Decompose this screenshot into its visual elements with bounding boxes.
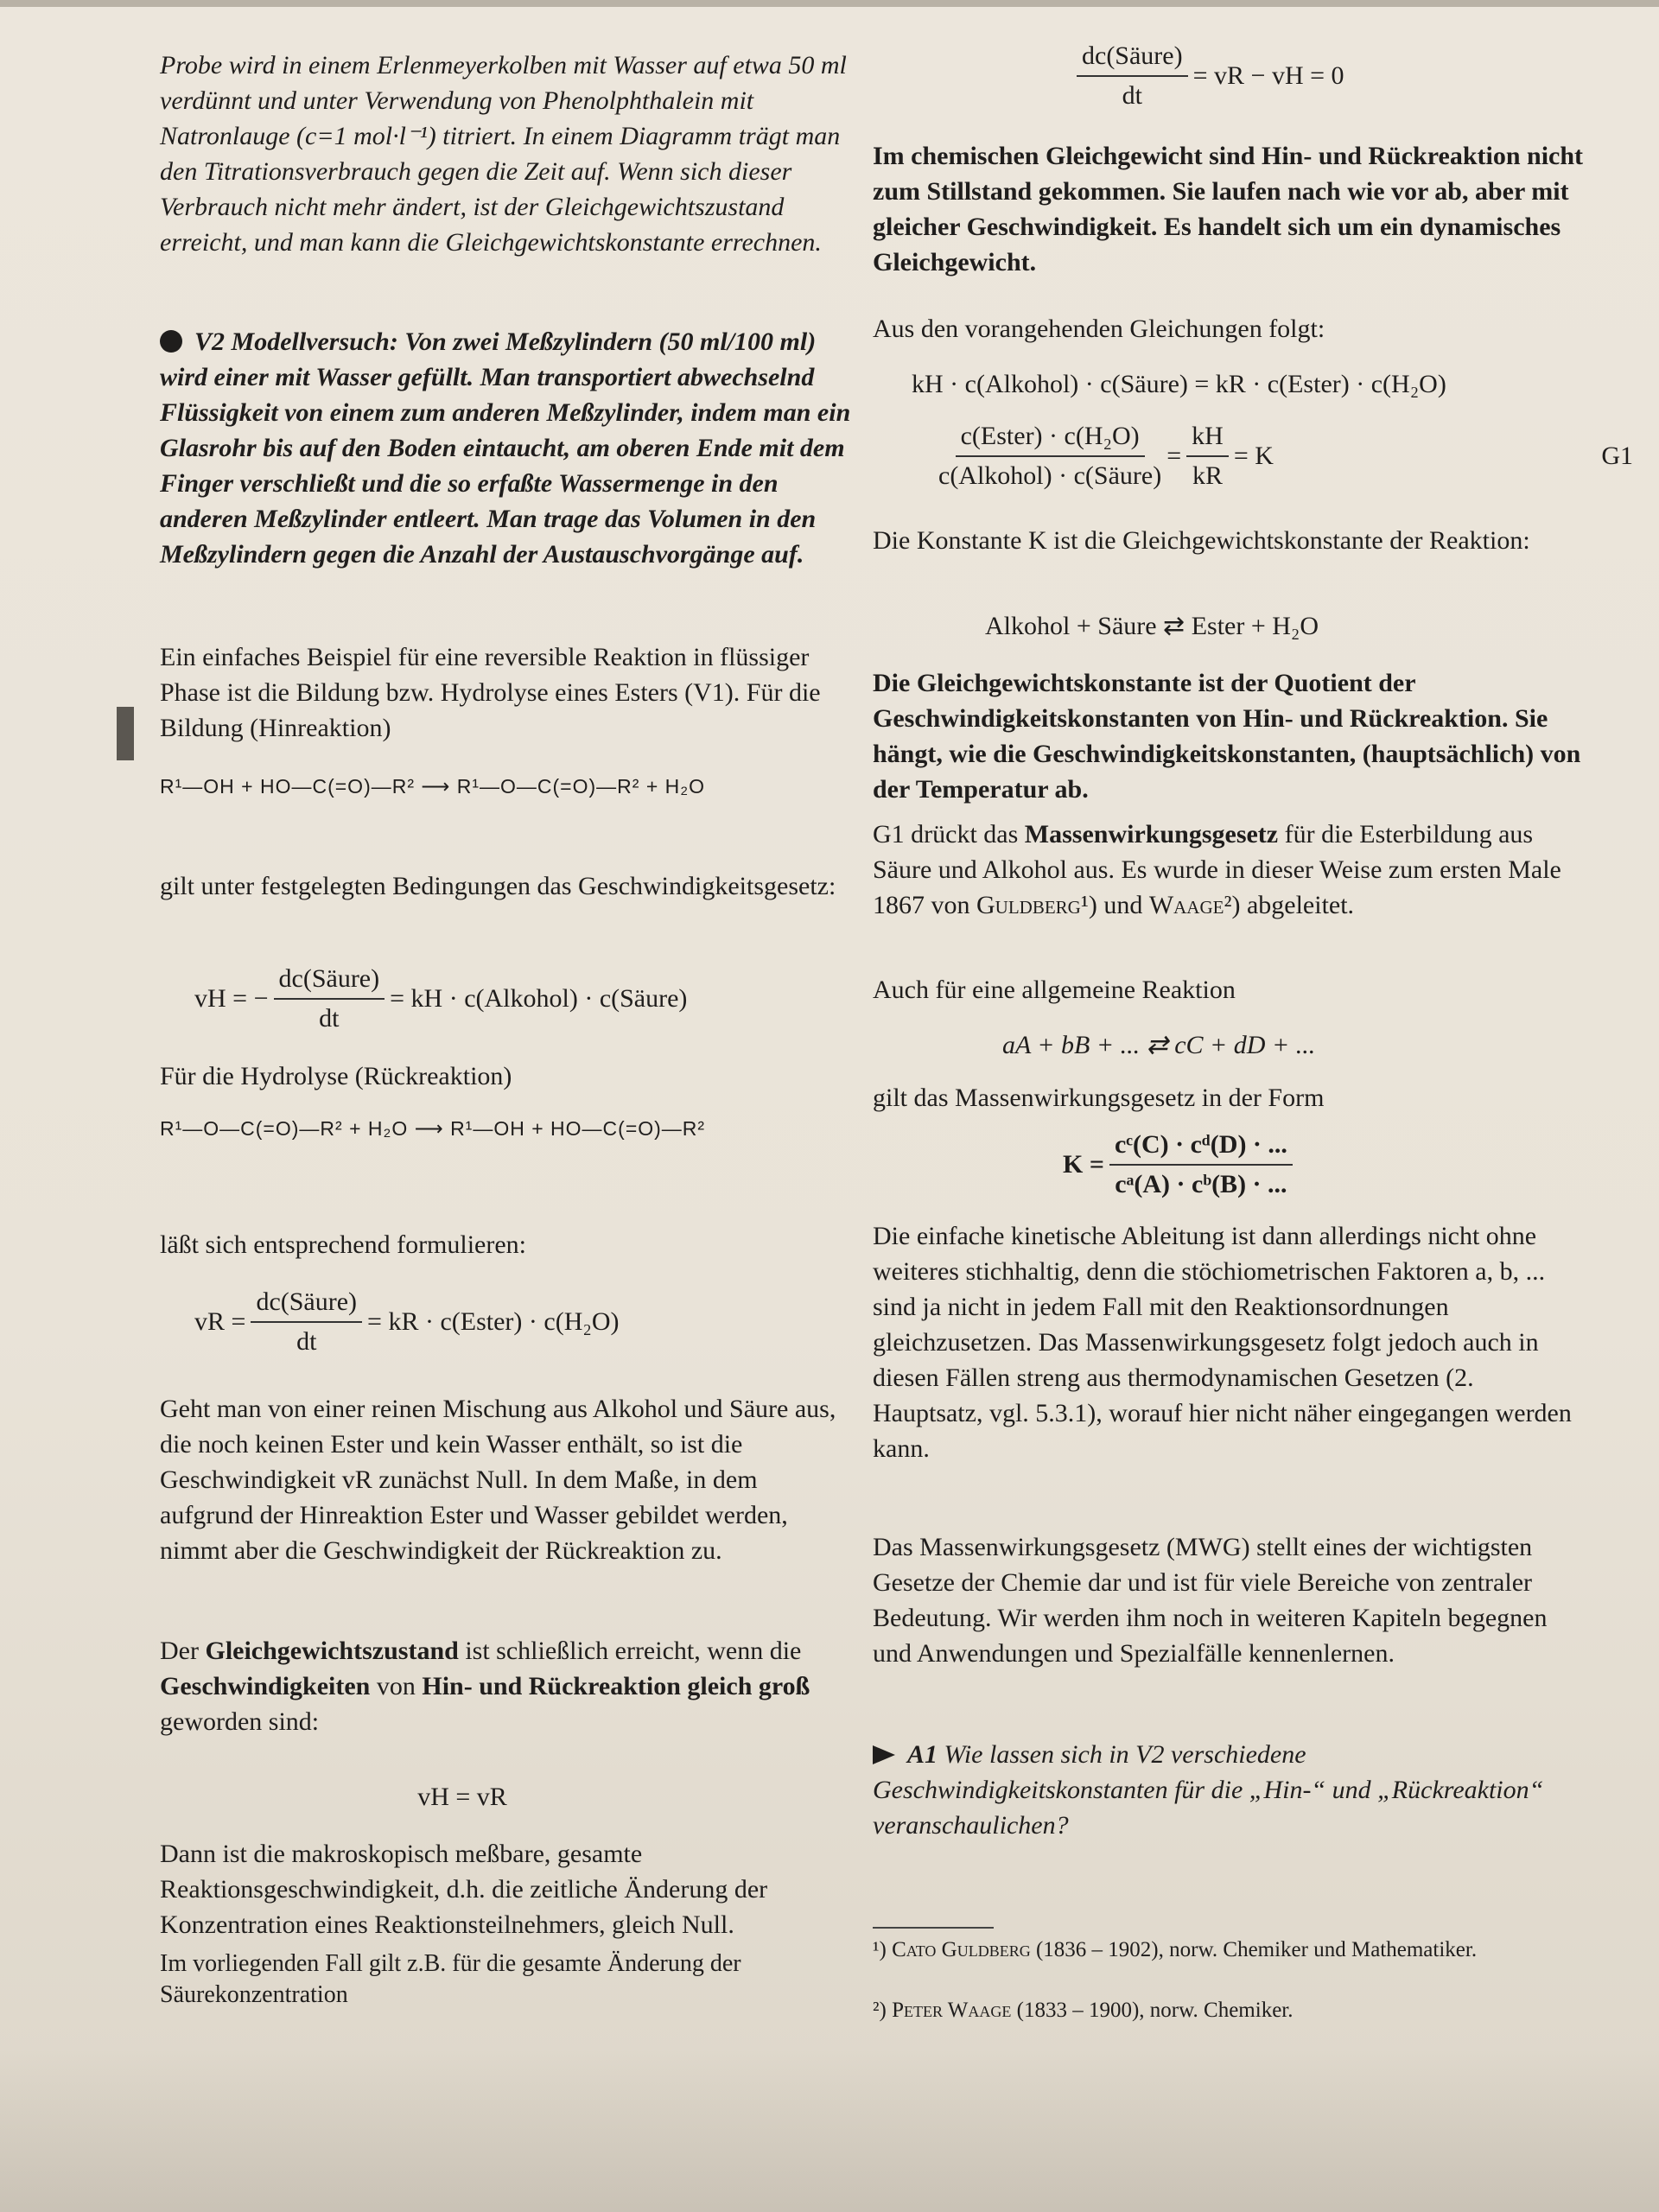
footnote-1-mark: ¹) xyxy=(873,1938,887,1961)
footnote-2 xyxy=(873,1996,1590,2024)
eq-vr-numerator: dc(Säure) xyxy=(251,1285,362,1323)
quotient-bold-paragraph: Die Gleichgewichtskonstante ist der Quotient der Geschwindigkeitskonstanten von Hin- und Rückreaktion. Sie hängt, wie die Geschwindigkeitskonstanten, (hauptsächlich) von der Temperatur ab. xyxy=(873,669,1581,804)
mwg-numerator: cᶜ(C) · cᵈ(D) · ... xyxy=(1109,1128,1293,1166)
reaction-general: aA + bB + ... ⇄ cC + dD + ... xyxy=(1002,1031,1316,1059)
gleichgewicht-bold-paragraph: Im chemischen Gleichgewicht sind Hin- und Rückreaktion nicht zum Stillstand gekommen. Sie laufen nach wie vor ab, aber mit gleicher Geschwindigkeit. Es handelt sich um ein dynamisches Gleichgewicht. xyxy=(873,142,1584,276)
g1-pre: G1 drückt das xyxy=(873,820,1019,849)
reaction-forward: R¹—OH + HO—C(=O)—R² ⟶ R¹—O—C(=O)—R² + H₂O xyxy=(160,775,706,798)
gilt-mwg-paragraph: gilt das Massenwirkungsgesetz in der Form xyxy=(873,1084,1325,1112)
arrow-icon xyxy=(873,1745,895,1764)
auch-paragraph: Auch für eine allgemeine Reaktion xyxy=(873,976,1236,1004)
eq-k-fraction1 xyxy=(938,419,1161,493)
mwg-paragraph: Das Massenwirkungsgesetz (MWG) stellt eines der wichtigsten Gesetze der Chemie dar und ist für viele Bereiche von zentraler Bedeutung. Wir werden ihm noch in weiteren Kapiteln begegnen und Anwendungen und Spezialfälle kennenlernen. xyxy=(873,1533,1548,1668)
der-pre: Der xyxy=(160,1637,199,1665)
eq-vr-fraction xyxy=(251,1285,362,1359)
g1-post: abgeleitet. xyxy=(1246,891,1355,919)
equation-top xyxy=(873,39,1659,113)
mwg-lhs: K = xyxy=(1063,1150,1104,1179)
equation-equal: vH = vR xyxy=(417,1783,507,1811)
footnote-2-text: (1833 – 1900), norw. Chemiker. xyxy=(1016,1999,1294,2022)
page-bottom-shadow xyxy=(0,2048,1659,2212)
eq-k-denominator2: kR xyxy=(1192,461,1223,490)
v2-text: Modellversuch: Von zwei Meßzylindern (50 ml/100 ml) wird einer mit Wasser gefüllt. Man transportiert abwechselnd Flüssigkeit von einem zum anderen Meßzylinder, indem man ein Glasrohr bis auf den Boden eintaucht, am oberen Ende mit dem Finger verschließt und die so erfaßte Wassermenge in den anderen Meßzylinder entleert. Man trage das Volumen in den Meßzylindern gegen die Anzahl der Austauschvorgänge auf. xyxy=(160,327,851,569)
eq-top-numerator: dc(Säure) xyxy=(1077,39,1188,77)
equation-vr xyxy=(160,1285,886,1359)
eq-vr-lhs: vR = xyxy=(194,1307,246,1336)
footnote-1 xyxy=(873,1936,1590,1964)
hydrolyse-paragraph: Für die Hydrolyse (Rückreaktion) xyxy=(160,1062,512,1090)
equation-kh: kH · c(Alkohol) · c(Säure) = kR · c(Ester) · c(H₂O) xyxy=(912,370,1446,398)
konstante-paragraph: Die Konstante K ist die Gleichgewichtskonstante der Reaktion: xyxy=(873,526,1530,555)
term-geschwindigkeiten: Geschwindigkeiten xyxy=(160,1672,371,1700)
eq-vh-lhs: vH = − xyxy=(194,984,269,1013)
eq-k-equals: = xyxy=(1166,442,1182,470)
eq-k-denominator1: c(Alkohol) · c(Säure) xyxy=(938,461,1162,490)
laesst-paragraph: läßt sich entsprechend formulieren: xyxy=(160,1230,527,1259)
dann-paragraph: Dann ist die makroskopisch meßbare, gesamte Reaktionsgeschwindigkeit, d.h. die zeitliche Änderung der Konzentration eines Reaktionsteilnehmers, gleich Null. xyxy=(160,1840,768,1939)
term-massenwirkungsgesetz: Massenwirkungsgesetz xyxy=(1024,820,1279,849)
term-hin-rueck: Hin- und Rückreaktion gleich groß xyxy=(422,1672,810,1700)
name-waage: Waage²) xyxy=(1148,891,1241,919)
eq-top-rhs: = vR − vH = 0 xyxy=(1192,61,1344,90)
equation-k xyxy=(873,419,1650,493)
a1-task xyxy=(873,1737,1590,1843)
term-gleichgewichtszustand: Gleichgewichtszustand xyxy=(205,1637,459,1665)
eq-k-label: G1 xyxy=(1601,442,1633,470)
im-paragraph: Im vorliegenden Fall gilt z.B. für die gesamte Änderung der Säurekonzentration xyxy=(160,1950,741,2008)
footnote-2-name: Peter Waage xyxy=(892,1999,1012,2022)
v2-paragraph xyxy=(160,324,851,572)
eq-top-fraction xyxy=(1077,39,1188,113)
der-mid1: ist schließlich erreicht, wenn die xyxy=(465,1637,802,1665)
page-header-strip xyxy=(0,0,1659,7)
margin-marker xyxy=(117,707,134,760)
beispiel-paragraph: Ein einfaches Beispiel für eine reversible Reaktion in flüssiger Phase ist die Bildung bzw. Hydrolyse eines Esters (V1). Für die Bildung (Hinreaktion) xyxy=(160,643,821,742)
footnote-1-text: (1836 – 1902), norw. Chemiker und Mathematiker. xyxy=(1035,1938,1478,1961)
g1-paragraph xyxy=(873,817,1590,923)
eq-vh-rhs: = kH · c(Alkohol) · c(Säure) xyxy=(390,984,688,1013)
eq-k-fraction2 xyxy=(1186,419,1229,493)
geht-paragraph: Geht man von einer reinen Mischung aus Alkohol und Säure aus, die noch keinen Ester und kein Wasser enthält, so ist die Geschwindigkeit vR zunächst Null. In dem Maße, in dem aufgrund der Hinreaktion Ester und Wasser gebildet werden, nimmt aber die Geschwindigkeit der Rückreaktion zu. xyxy=(160,1395,836,1565)
footnote-2-mark: ²) xyxy=(873,1999,887,2022)
eq-k-rhs: = K xyxy=(1233,442,1274,470)
a1-label: A1 xyxy=(907,1740,938,1769)
eq-vh-denominator: dt xyxy=(319,1004,340,1033)
v2-label: V2 xyxy=(194,327,226,356)
reaction-equilibrium: Alkohol + Säure ⇄ Ester + H₂O xyxy=(985,612,1319,640)
mwg-fraction xyxy=(1109,1128,1293,1202)
bullet-icon xyxy=(160,330,182,353)
eq-vh-numerator: dc(Säure) xyxy=(274,962,385,1000)
eq-top-denominator: dt xyxy=(1122,81,1142,110)
der-mid2: von xyxy=(376,1672,416,1700)
g1-und: und xyxy=(1103,891,1143,919)
gleichgewicht-paragraph xyxy=(160,1633,851,1739)
equation-vh xyxy=(160,962,886,1036)
footnote-1-name: Cato Guldberg xyxy=(892,1938,1031,1961)
name-guldberg: Guldberg¹) xyxy=(976,891,1097,919)
g1-mid: für die Esterbildung aus Säure und Alkohol aus. Es wurde in dieser Weise zum ersten Male 1867 von xyxy=(873,820,1561,919)
eq-k-numerator1: c(Ester) · c(H₂O) xyxy=(956,419,1145,457)
gilt-paragraph: gilt unter festgelegten Bedingungen das Geschwindigkeitsgesetz: xyxy=(160,872,836,900)
eq-vr-denominator: dt xyxy=(296,1327,317,1356)
eq-vh-fraction xyxy=(274,962,385,1036)
equation-mwg xyxy=(873,1128,1659,1202)
eq-k-numerator2: kH xyxy=(1186,419,1229,457)
eq-vr-rhs: = kR · c(Ester) · c(H₂O) xyxy=(367,1307,620,1336)
probe-paragraph: Probe wird in einem Erlenmeyerkolben mit Wasser auf etwa 50 ml verdünnt und unter Verwendung von Phenolphthalein mit Natronlauge (c=1 mol·l⁻¹) titriert. In einem Diagramm trägt man den Titrationsverbrauch gegen die Zeit auf. Wenn sich dieser Verbrauch nicht mehr ändert, ist der Gleichgewichtszustand erreicht, und man kann die Gleichgewichtskonstante errechnen. xyxy=(160,51,847,257)
footnote-divider xyxy=(873,1927,994,1929)
der-post: geworden sind: xyxy=(160,1707,320,1736)
reaction-back: R¹—O—C(=O)—R² + H₂O ⟶ R¹—OH + HO—C(=O)—R² xyxy=(160,1117,706,1140)
einfache-paragraph: Die einfache kinetische Ableitung ist dann allerdings nicht ohne weiteres stichhaltig, denn die stöchiometrischen Faktoren a, b, ... sind ja nicht in jedem Fall mit den Reaktionsordnungen gleichzusetzen. Das Massenwirkungsgesetz folgt jedoch auch in diesen Fällen streng aus thermodynamischen Gesetzen (2. Hauptsatz, vgl. 5.3.1), worauf hier nicht näher eingegangen werden kann. xyxy=(873,1222,1572,1463)
aus-paragraph: Aus den vorangehenden Gleichungen folgt: xyxy=(873,315,1325,343)
mwg-denominator: cᵃ(A) · cᵇ(B) · ... xyxy=(1115,1170,1287,1198)
a1-text: Wie lassen sich in V2 verschiedene Geschwindigkeitskonstanten für die „Hin-“ und „Rückreaktion“ veranschaulichen? xyxy=(873,1740,1544,1840)
